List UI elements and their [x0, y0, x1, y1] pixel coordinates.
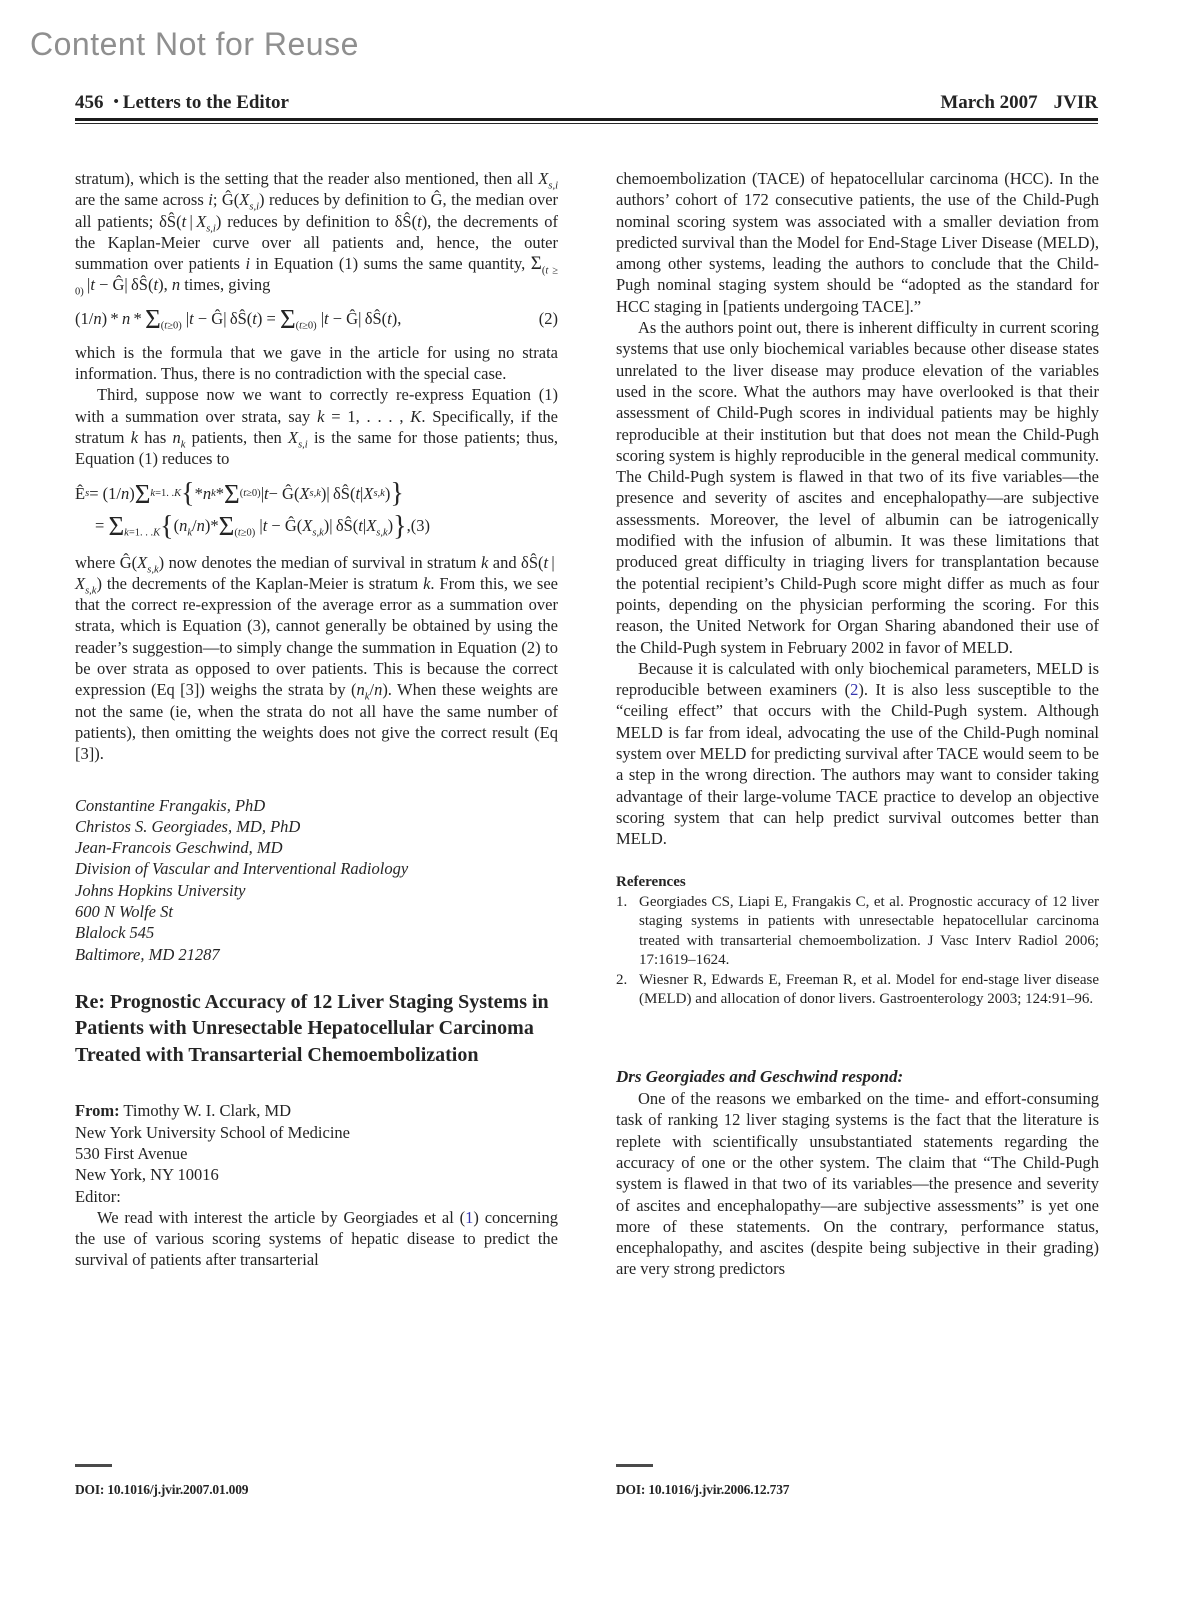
paragraph: which is the formula that we gave in the article for using no strata information. Thus, there is no contradiction with the special case. — [75, 342, 558, 384]
reference-number: 2. — [616, 971, 628, 988]
equation-2-number: (2) — [538, 308, 558, 328]
signature-line: Johns Hopkins University — [75, 880, 246, 900]
signature-line: Blalock 545 — [75, 923, 155, 943]
equation-3 — [75, 477, 558, 542]
right-column — [616, 168, 1099, 1280]
letter-title: Re: Prognostic Accuracy of 12 Liver Staging Systems in Patients with Unresectable Hepatocellular Carcinoma Treated with Transarterial Chemoembolization — [75, 990, 549, 1066]
running-header-right — [924, 92, 1098, 114]
editor-salutation: Editor: — [75, 1186, 121, 1206]
equation-3-line1: Ê s = (1/ n ) Σ k=1. .K { * n k * Σ (t≥0) | t − Ĝ( X s,k )| δŜ( t | X s,k ) } — [75, 477, 404, 509]
left-column — [75, 168, 558, 1271]
references-heading: References — [616, 873, 686, 890]
reference-text: Georgiades CS, Liapi E, Frangakis C, et al. Prognostic accuracy of 12 liver staging systems in patients with unresectable hepatocellular carcinoma treated with transarterial chemoembolization. J Vasc Interv Radiol 2006; 17:1619–1624. — [639, 893, 1099, 969]
paragraph-continuation: stratum), which is the setting that the reader also mentioned, then all $X_{s,i}$ are the same across i; $Ĝ(X_{s,i})$ reduces by definition to Ĝ, the median over all patients; δŜ(t | $X_{s,i}$) reduces by definition to δŜ(t), the decrements of the Kaplan-Meier curve over all patients and, hence, the outer summation over patients i in Equation (1) sums the same quantity, $\Sigma_{(t \ge 0)}$ |t − Ĝ| δŜ(t), n times, giving — [75, 169, 559, 298]
from-block — [75, 1100, 558, 1185]
issue-date: March 2007 — [940, 92, 1038, 113]
header-rule-thick — [75, 118, 1098, 121]
header-rule-thin — [75, 123, 1098, 124]
paragraph: Because it is calculated with only biochemical parameters, MELD is reproducible between examiners (2). It is also less susceptible to the “ceiling effect” that occurs with the Child-Pugh system. Although MELD is far from ideal, advocating the use of the Child-Pugh nominal system over MELD for predicting survival after TACE would seem to be a step in the wrong direction. The authors may want to consider taking advantage of their large-volume TACE practice to develop an objective scoring system that can help predict survival outcomes better than MELD. — [616, 658, 1099, 849]
from-line: 530 First Avenue — [75, 1144, 188, 1163]
equation-3-line2-body: = $\Sigma_{k=1. . .K}\{(n_k/n)*\Sigma_{(t\ge 0)}$ $|t - Ĝ(X_{s,k})|$ $\delta Ŝ(t|X_{s,k})$}, — [95, 510, 411, 542]
reference-number: 1. — [616, 893, 628, 910]
paragraph-continuation: chemoembolization (TACE) of hepatocellular carcinoma (HCC). In the authors’ cohort of 172 consecutive patients, the use of the Child-Pugh nominal scoring system was associated with a smaller deviation from predicted survival than the Model for End-Stage Liver Disease (MELD), among other systems, leading the authors to conclude that the Child-Pugh nominal staging system should be “adopted as the standard for HCC staging in [patients undergoing TACE].” — [616, 169, 1099, 316]
equation-3-line2 — [75, 510, 558, 542]
signature-line: 600 N Wolfe St — [75, 902, 173, 922]
footnote-rule-right — [616, 1464, 653, 1467]
doi-left: DOI: 10.1016/j.jvir.2007.01.009 — [75, 1482, 249, 1497]
section-title: Letters to the Editor — [122, 92, 289, 113]
citation-2[interactable]: 2 — [850, 680, 859, 700]
signature-line: Jean-Francois Geschwind, MD — [75, 838, 283, 858]
bullet-separator: • — [113, 94, 119, 110]
response-heading: Drs Georgiades and Geschwind respond: — [616, 1067, 904, 1087]
footnote-rule-left — [75, 1464, 112, 1467]
signature-line: Christos S. Georgiades, MD, PhD — [75, 816, 301, 836]
paragraph: One of the reasons we embarked on the time- and effort-consuming task of ranking 12 liver staging systems is the fact that the literature is replete with scientifically unsubstantiated statements regarding the accuracy of one or the other system. The claim that “The Child-Pugh system is flawed in that two of its variables—the presence and severity of ascites and encephalopathy—are subjective assessments” is yet one more of these statements. On the contrary, performance status, encephalopathy, and ascites (despite being subjective in their grading) are very strong predictors — [616, 1089, 1099, 1279]
page-number: 456 — [75, 92, 104, 113]
running-header-left — [75, 92, 293, 114]
paragraph: Third, suppose now we want to correctly re-express Equation (1) with a summation over strata, say k = 1, . . . , K. Specifically, if the stratum k has $n_k$ patients, then $X_{s,i}$ is the same for those patients; thus, Equation (1) reduces to — [75, 385, 559, 469]
citation-1[interactable]: 1 — [465, 1207, 474, 1227]
signature-line: Division of Vascular and Interventional Radiology — [75, 859, 409, 879]
from-line: From: Timothy W. I. Clark, MD — [75, 1101, 292, 1121]
reference-item — [616, 971, 1099, 1010]
signature-line: Baltimore, MD 21287 — [75, 944, 220, 964]
doi-right: DOI: 10.1016/j.jvir.2006.12.737 — [616, 1482, 790, 1497]
journal-abbreviation: JVIR — [1053, 92, 1098, 113]
reference-item — [616, 893, 1099, 971]
signature-block — [75, 795, 558, 965]
paragraph: We read with interest the article by Georgiades et al (1) concerning the use of various scoring systems of hepatic disease to predict the survival of patients after transarterial — [75, 1207, 559, 1270]
equation-2-body: (1/n) * n * $\Sigma_{(t\ge 0)}$ |t − Ĝ| δŜ(t) = $\Sigma_{(t\ge 0)}$ |t − Ĝ| δŜ(t), — [75, 303, 402, 334]
equation-3-number: (3) — [410, 515, 430, 535]
content-not-for-reuse-watermark: Content Not for Reuse — [30, 26, 359, 62]
running-header — [75, 92, 1098, 114]
paragraph: As the authors point out, there is inherent difficulty in current scoring systems that use only biochemical variables because other disease states unrelated to the liver disease may produce elevation of the variables used in the score. What the authors may have overlooked is that their assessment of Child-Pugh scores in individual patients may be highly reproducible at their institution but that does not mean the Child-Pugh scoring system is highly reproducible in the general medical community. The Child-Pugh system is flawed in that two of its five variables—the presence and severity of ascites and encephalopathy—are subjective assessments. Moreover, the level of albumin can be iatrogenically modified with the infusion of albumin. It was these limitations that produced great difficulty in triaging livers for transplantation because the potential recipient’s Child-Pugh score might differ as much as four points, depending on the physician performing the scoring. For this reason, the United Network for Organ Sharing abandoned their use of the Child-Pugh system in February 2002 in favor of MELD. — [616, 318, 1099, 657]
reference-text: Wiesner R, Edwards E, Freeman R, et al. Model for end-stage liver disease (MELD) and allocation of donor livers. Gastroenterology 2003; 124:91–96. — [639, 971, 1099, 1008]
equation-2 — [75, 303, 558, 334]
paragraph: where $Ĝ(X_{s,k})$ now denotes the median of survival in stratum k and δŜ(t | $X_{s,k}$) the decrements of the Kaplan-Meier is stratum k. From this, we see that the correct re-expression of the average error as a summation over strata, which is Equation (3), cannot generally be obtained by using the reader’s suggestion—to simply change the summation in Equation (2) to be over strata as opposed to over patients. This is because the correct expression (Eq [3]) weighs the strata by $(n_k/n)$. When these weights are not the same (ie, when the strata do not all have the same number of patients), then omitting the weights does not give the correct result (Eq [3]). — [75, 552, 559, 764]
from-line: New York, NY 10016 — [75, 1165, 219, 1185]
signature-line: Constantine Frangakis, PhD — [75, 795, 266, 815]
from-line: New York University School of Medicine — [75, 1122, 350, 1142]
